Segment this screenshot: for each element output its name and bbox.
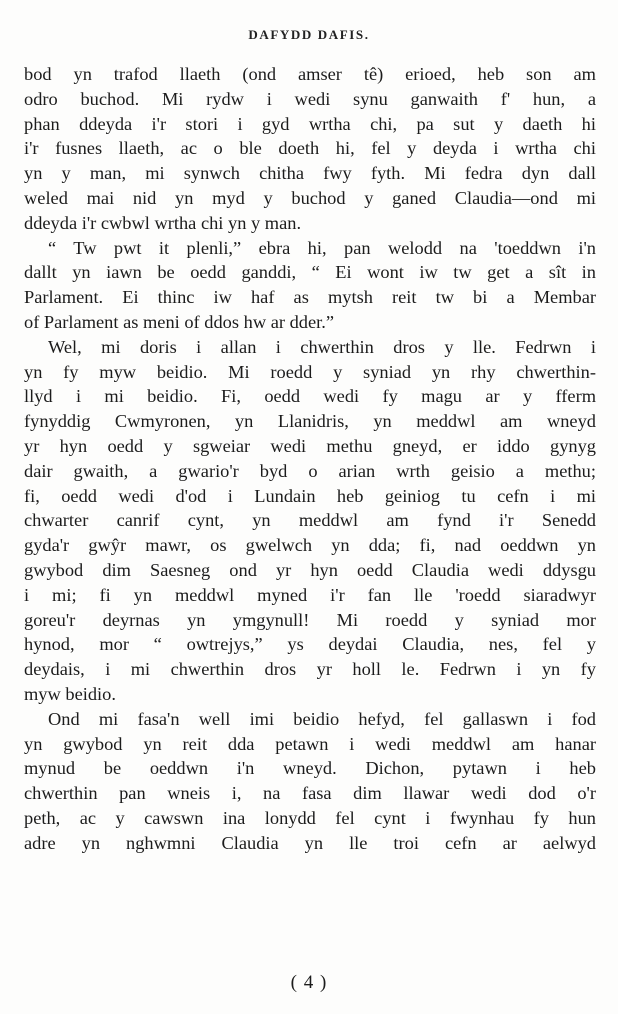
body-text bbox=[24, 62, 596, 856]
text-line: Wel, mi doris i allan i chwerthin dros y lle. Fedrwn i bbox=[48, 336, 596, 357]
text-line: Parlament. Ei thinc iw haf as mytsh reit tw bi a Membar bbox=[24, 287, 596, 308]
paragraph-3 bbox=[24, 335, 596, 707]
text-line: chwerthin pan wneis i, na fasa dim llawar wedi dod o'r bbox=[24, 783, 596, 804]
text-line: chwarter canrif cynt, yn meddwl am fynd i'r Senedd bbox=[24, 510, 596, 531]
text-line: bod yn trafod llaeth (ond amser tê) erioed, heb son am bbox=[24, 64, 596, 84]
text-line: deydais, i mi chwerthin dros yr holl le. Fedrwn i yn fy bbox=[24, 659, 596, 680]
text-line: i'r fusnes llaeth, ac o ble doeth hi, fel y deyda i wrtha chi bbox=[24, 138, 596, 159]
paragraph-2 bbox=[24, 236, 596, 335]
text-line: adre yn nghwmni Claudia yn lle troi cefn ar aelwyd bbox=[24, 832, 596, 853]
paragraph-1 bbox=[24, 62, 596, 236]
text-line: yn fy myw beidio. Mi roedd y syniad yn rhy chwerthin- bbox=[24, 361, 596, 382]
text-line: i mi; fi yn meddwl myned i'r fan lle 'roedd siaradwyr bbox=[24, 584, 596, 605]
text-line: peth, ac y cawswn ina lonydd fel cynt i fwynhau fy hun bbox=[24, 807, 596, 828]
text-line: goreu'r deyrnas yn ymgynull! Mi roedd y syniad mor bbox=[24, 609, 596, 630]
text-line: ddeyda i'r cwbwl wrtha chi yn y man. bbox=[24, 212, 302, 233]
text-line: dallt yn iawn be oedd ganddi, “ Ei wont iw tw get a sît in bbox=[24, 262, 596, 283]
text-line: hynod, mor “ owtrejys,” ys deydai Claudia, nes, fel y bbox=[24, 634, 596, 655]
text-line: of Parlament as meni of ddos hw ar dder.” bbox=[24, 311, 335, 332]
text-line: Ond mi fasa'n well imi beidio hefyd, fel gallaswn i fod bbox=[48, 708, 596, 729]
text-line: yr hyn oedd y sgweiar wedi methu gneyd, er iddo gynyg bbox=[24, 435, 596, 456]
text-line: fynyddig Cwmyronen, yn Llanidris, yn meddwl am wneyd bbox=[24, 411, 596, 432]
text-line: llyd i mi beidio. Fi, oedd wedi fy magu ar y fferm bbox=[24, 386, 596, 407]
text-line: dair gwaith, a gwario'r byd o arian wrth geisio a methu; bbox=[24, 460, 596, 481]
text-line: odro buchod. Mi rydw i wedi synu ganwaith f' hun, a bbox=[24, 88, 596, 109]
text-line: “ Tw pwt it plenli,” ebra hi, pan welodd na 'toeddwn i'n bbox=[48, 237, 596, 258]
text-line: yn y man, mi synwch chitha fwy fyth. Mi fedra dyn dall bbox=[24, 163, 596, 184]
page-number: ( 4 ) bbox=[290, 972, 328, 993]
text-line: weled mai nid yn myd y buchod y ganed Claudia—ond mi bbox=[24, 187, 596, 208]
text-line: phan ddeyda i'r stori i gyd wrtha chi, pa sut y daeth hi bbox=[24, 113, 596, 134]
text-line: mynud be oeddwn i'n wneyd. Dichon, pytawn i heb bbox=[24, 758, 596, 779]
text-line: myw beidio. bbox=[24, 683, 116, 704]
text-line: fi, oedd wedi d'od i Lundain heb geiniog tu cefn i mi bbox=[24, 485, 596, 506]
paragraph-4 bbox=[24, 707, 596, 856]
running-head: DAFYDD DAFIS. bbox=[248, 27, 370, 42]
text-line: gwybod dim Saesneg ond yr hyn oedd Claudia wedi ddysgu bbox=[24, 559, 596, 580]
text-line: yn gwybod yn reit dda petawn i wedi meddwl am hanar bbox=[24, 733, 596, 754]
text-line: gyda'r gwŷr mawr, os gwelwch yn dda; fi, nad oeddwn yn bbox=[24, 535, 596, 556]
